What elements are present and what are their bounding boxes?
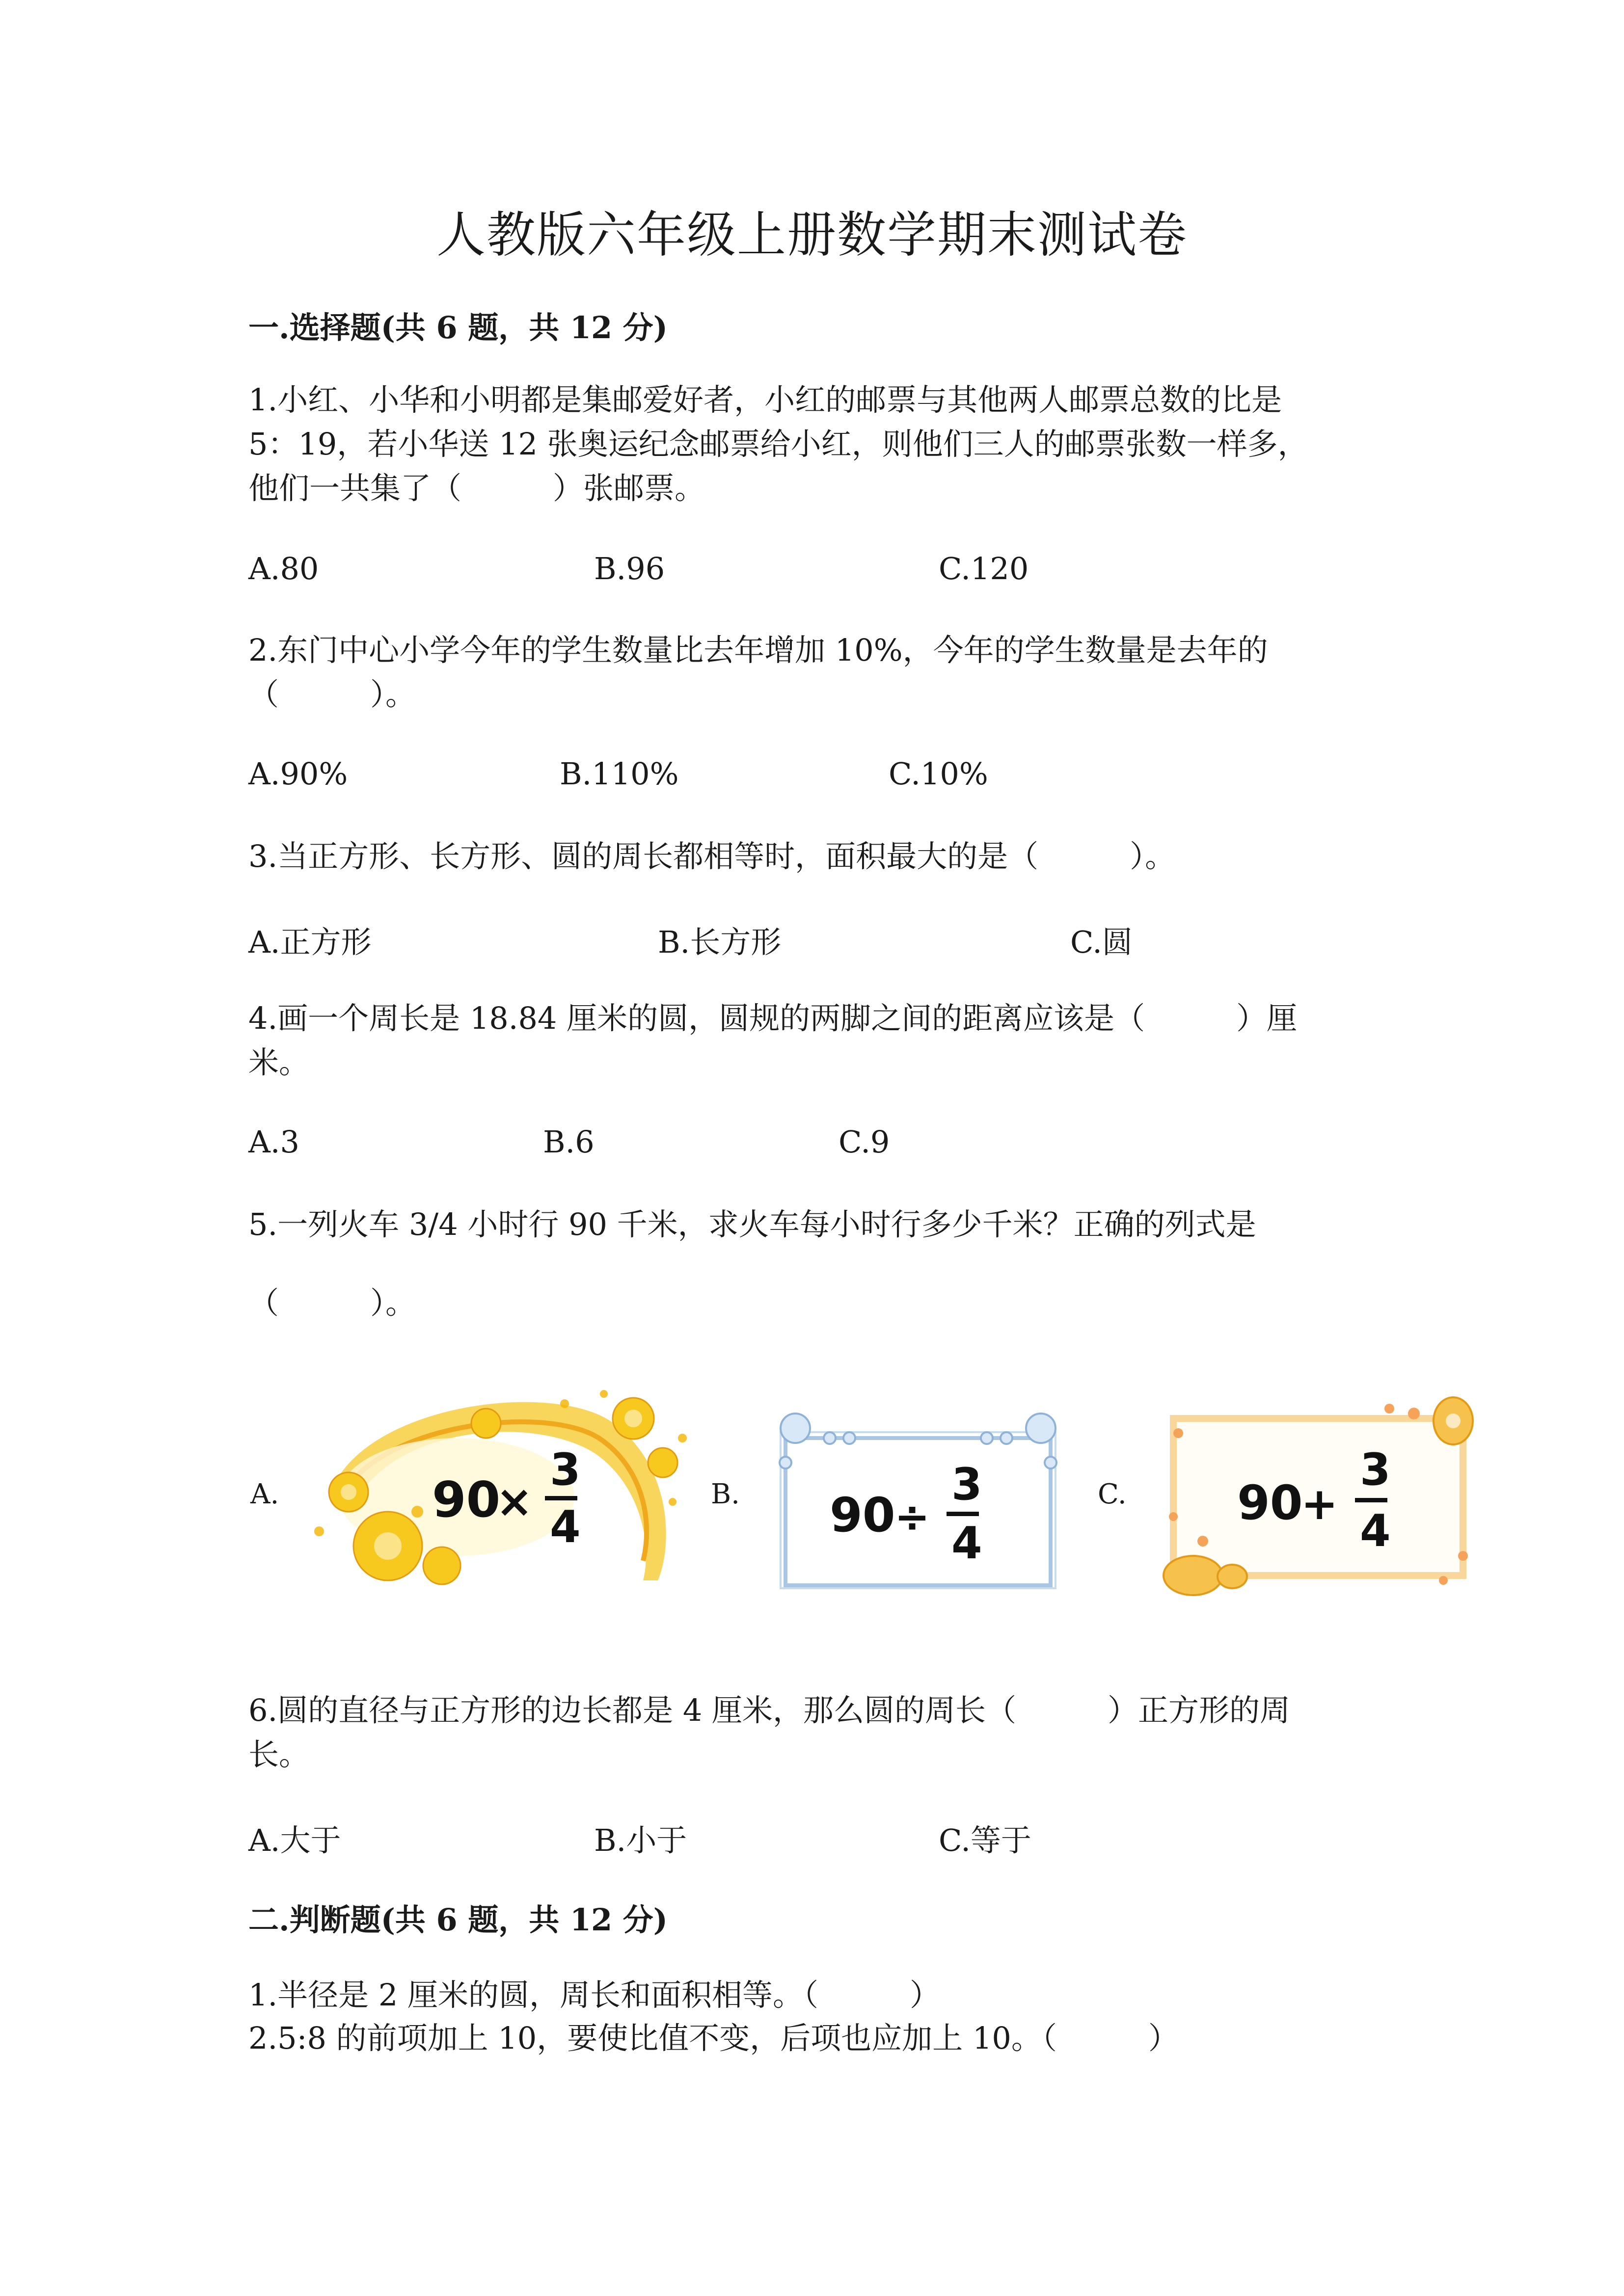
option-b[interactable]: B.小于: [594, 1822, 687, 1858]
question-line: 1.小红、小华和小明都是集邮爱好者，小红的邮票与其他两人邮票总数的比是: [248, 382, 1282, 418]
formula-numerator: 3: [1360, 1444, 1391, 1495]
question-line: 3.当正方形、长方形、圆的周长都相等时，面积最大的是（ ）。: [248, 838, 1176, 874]
formula-operator: ÷: [894, 1493, 930, 1542]
option-a[interactable]: A.: [250, 1478, 279, 1510]
formula-numerator: 3: [951, 1459, 982, 1510]
question-line: 4.画一个周长是 18.84 厘米的圆，圆规的两脚之间的距离应该是（ ）厘: [248, 1000, 1298, 1036]
fraction-bar: [947, 1512, 979, 1516]
option-a[interactable]: A.90%: [248, 756, 348, 792]
option-a[interactable]: A.正方形: [248, 924, 372, 960]
formula-denominator: 4: [1360, 1505, 1391, 1557]
blue-frame-image: [766, 1409, 1070, 1595]
section-heading-choice: 一.选择题(共 6 题，共 12 分): [248, 310, 668, 346]
question-2: [248, 628, 1268, 717]
section-heading-judgment: 二.判断题(共 6 题，共 12 分): [248, 1902, 668, 1938]
question-line: 5：19，若小华送 12 张奥运纪念邮票给小红，则他们三人的邮票张数一样多，: [248, 426, 1308, 462]
question-5: [248, 1202, 1256, 1325]
question-line: （ ）。: [248, 1285, 416, 1321]
formula-card-a[interactable]: [299, 1384, 702, 1595]
question-line: （ ）。: [248, 676, 416, 712]
formula-whole: 90: [830, 1488, 895, 1543]
judgment-question-2: 2.5:8 的前项加上 10，要使比值不变，后项也应加上 10。（ ）: [248, 2020, 1179, 2056]
formula-numerator: 3: [550, 1444, 581, 1495]
option-c[interactable]: C.10%: [889, 756, 988, 792]
option-b[interactable]: B.110%: [560, 756, 679, 792]
formula-operator: +: [1301, 1478, 1338, 1530]
option-a[interactable]: A.大于: [248, 1822, 341, 1858]
question-line: 6.圆的直径与正方形的边长都是 4 厘米，那么圆的周长（ ）正方形的周: [248, 1692, 1291, 1728]
question-line: 5.一列火车 3/4 小时行 90 千米，求火车每小时行多少千米？正确的列式是: [248, 1206, 1256, 1242]
question-1: [248, 378, 1308, 510]
formula-card-b[interactable]: [766, 1409, 1070, 1595]
flower-frame-image: [299, 1384, 702, 1595]
option-b[interactable]: B.96: [594, 551, 665, 587]
option-c[interactable]: C.120: [939, 551, 1029, 587]
formula-card-c[interactable]: [1159, 1394, 1483, 1600]
question-3: [248, 834, 1175, 879]
formula-denominator: 4: [951, 1518, 982, 1569]
option-b[interactable]: B.长方形: [658, 924, 782, 960]
judgment-question-1: 1.半径是 2 厘米的圆，周长和面积相等。（ ）: [248, 1977, 941, 2013]
question-4: [248, 996, 1297, 1085]
option-a[interactable]: A.3: [248, 1124, 299, 1160]
formula-operator: ×: [496, 1476, 533, 1527]
formula-whole: 90: [1237, 1475, 1303, 1530]
question-6: [248, 1688, 1290, 1777]
question-line: 长。: [248, 1736, 310, 1772]
page-title: 人教版六年级上册数学期末测试卷: [436, 206, 1188, 264]
option-c[interactable]: C.等于: [939, 1822, 1031, 1858]
question-line: 他们一共集了（ ）张邮票。: [248, 470, 705, 506]
option-c[interactable]: C.: [1098, 1478, 1127, 1510]
option-c[interactable]: C.9: [839, 1124, 890, 1160]
formula-denominator: 4: [550, 1501, 581, 1553]
peach-frame-image: [1159, 1394, 1483, 1600]
fraction-bar: [1355, 1498, 1387, 1502]
option-c[interactable]: C.圆: [1070, 924, 1133, 960]
option-b[interactable]: B.: [711, 1478, 740, 1510]
question-line: 米。: [248, 1044, 310, 1080]
question-line: 2.东门中心小学今年的学生数量比去年增加 10%，今年的学生数量是去年的: [248, 632, 1268, 668]
fraction-bar: [545, 1496, 577, 1500]
option-b[interactable]: B.6: [543, 1124, 595, 1160]
option-a[interactable]: A.80: [248, 551, 319, 587]
formula-whole: 90: [432, 1471, 501, 1528]
